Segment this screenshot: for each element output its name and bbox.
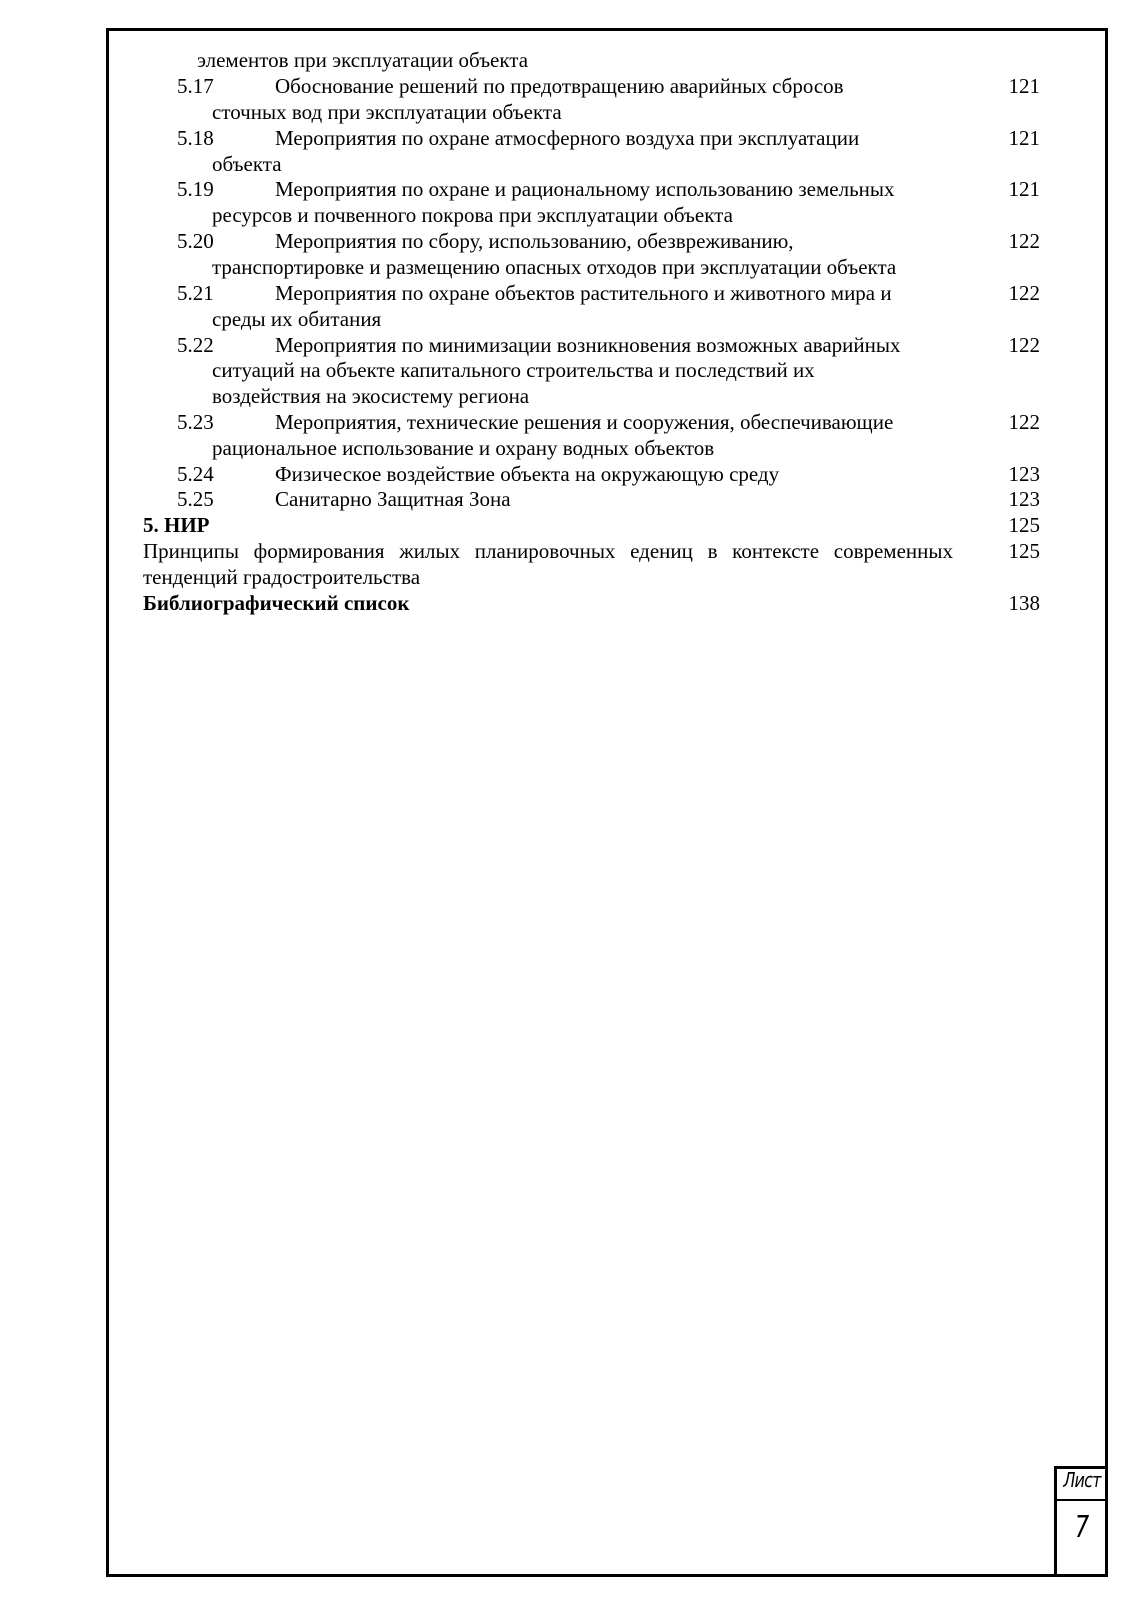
toc-entry-title-cont: ситуаций на объекте капитального строительства и последствий их [212, 358, 815, 382]
toc-entry-title-cont: рациональное использование и охрану водных объектов [212, 436, 715, 460]
toc-entry-title: Физическое воздействие объекта на окружающую среду [275, 462, 780, 486]
toc-entry-number: 5.24 [177, 462, 214, 486]
toc-entry-title: Мероприятия по минимизации возникновения возможных аварийных [275, 333, 901, 357]
toc-bibliography-title: Библиографический список [143, 591, 410, 615]
toc-entry-page: 122 [1008, 333, 1040, 357]
toc-entry-page: 121 [1008, 177, 1040, 201]
toc-entry-page: 122 [1008, 229, 1040, 253]
toc-section-nir-page: 125 [1008, 513, 1040, 537]
toc-entry-number: 5.25 [177, 487, 214, 511]
toc-entry-page: 122 [1008, 281, 1040, 305]
toc-entry-title-cont: воздействия на экосистему региона [212, 384, 530, 408]
toc-entry-title-cont: ресурсов и почвенного покрова при эксплуатации объекта [212, 203, 733, 227]
toc-continuation-line: элементов при эксплуатации объекта [197, 48, 529, 72]
toc-entry-title-cont: транспортировке и размещению опасных отходов при эксплуатации объекта [212, 255, 897, 279]
toc-entry-page: 123 [1008, 487, 1040, 511]
toc-entry-number: 5.17 [177, 74, 214, 98]
toc-entry-number: 5.23 [177, 410, 214, 434]
toc-entry-page: 122 [1008, 410, 1040, 434]
toc-entry-title-cont: объекта [212, 152, 282, 176]
toc-bibliography-page: 138 [1008, 591, 1040, 615]
toc-entry-title: Мероприятия, технические решения и сооружения, обеспечивающие [275, 410, 894, 434]
toc-section-nir-title: 5. НИР [143, 513, 210, 537]
toc-entry-title: Обоснование решений по предотвращению аварийных сбросов [275, 74, 844, 98]
toc-entry-title: Санитарно Защитная Зона [275, 487, 511, 511]
toc-entry-number: 5.19 [177, 177, 214, 201]
toc-entry-number: 5.20 [177, 229, 214, 253]
toc-entry-title-cont: сточных вод при эксплуатации объекта [212, 100, 562, 124]
toc-entry-title: Мероприятия по сбору, использованию, обезвреживанию, [275, 229, 794, 253]
toc-entry-number: 5.21 [177, 281, 214, 305]
toc-entry-title: Мероприятия по охране объектов растительного и животного мира и [275, 281, 892, 305]
sheet-stamp [1054, 1466, 1108, 1577]
sheet-stamp-divider [1054, 1499, 1108, 1501]
toc-entry-number: 5.18 [177, 126, 214, 150]
toc-entry-number: 5.22 [177, 333, 214, 357]
toc-entry-title-cont: среды их обитания [212, 307, 382, 331]
sheet-label: Лист [1063, 1468, 1101, 1492]
toc-nir-topic-page: 125 [1008, 539, 1040, 563]
toc-entry-title: Мероприятия по охране и рациональному использованию земельных [275, 177, 895, 201]
toc-entry-page: 123 [1008, 462, 1040, 486]
toc-entry-page: 121 [1008, 126, 1040, 150]
toc-nir-topic-title-cont: тенденций градостроительства [143, 565, 421, 589]
toc-nir-topic-title: Принципы формирования жилых планировочных едениц в контексте современных [143, 539, 953, 563]
sheet-number: 7 [1074, 1510, 1090, 1545]
toc-entry-title: Мероприятия по охране атмосферного воздуха при эксплуатации [275, 126, 860, 150]
toc-entry-page: 121 [1008, 74, 1040, 98]
